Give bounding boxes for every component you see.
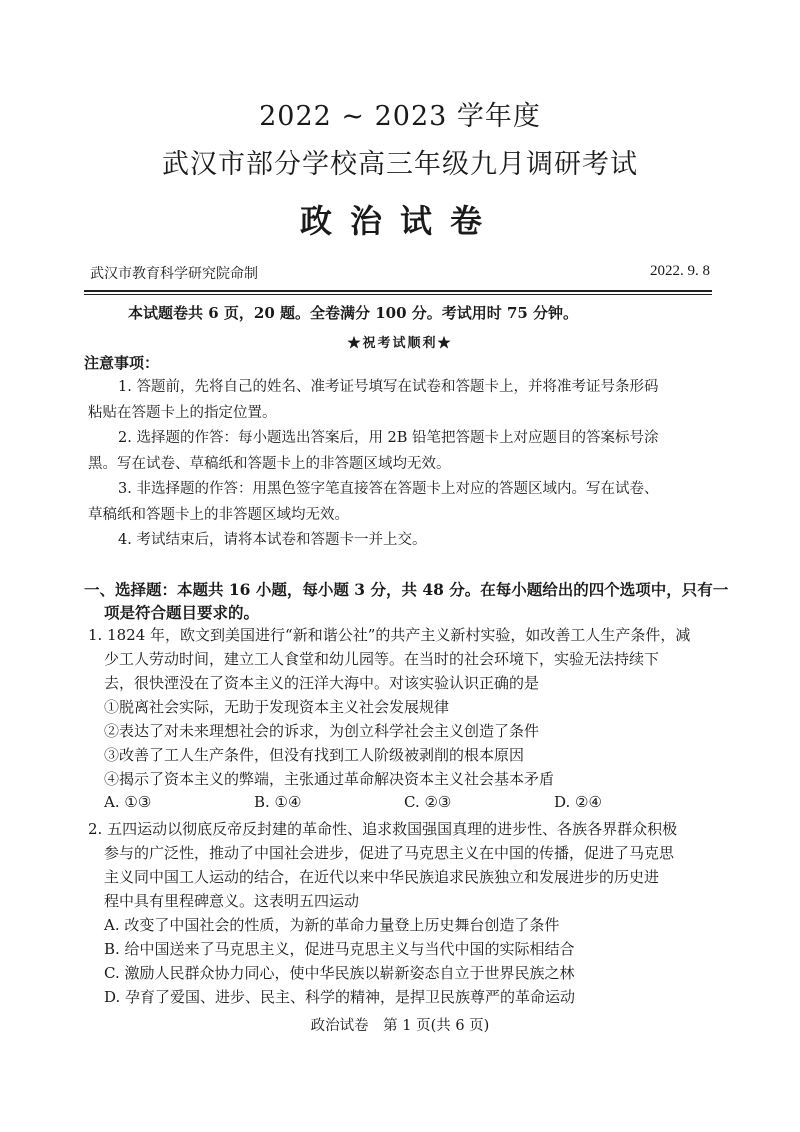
exam-summary: 本试题卷共 6 页，20 题。全卷满分 100 分。考试用时 75 分钟。	[128, 304, 579, 322]
page-footer: 政治试卷 第 1 页(共 6 页)	[310, 1018, 490, 1034]
note-1-line-1: 1. 答题前，先将自己的姓名、准考证号填写在试卷和答题卡上，并将准考证号条形码	[118, 379, 659, 395]
issuer: 武汉市教育科学研究院命制	[90, 266, 258, 282]
q2-stem-line-4: 程中具有里程碑意义。这表明五四运动	[104, 892, 360, 910]
header-divider-thin	[84, 294, 712, 295]
notes-title: 注意事项：	[84, 354, 160, 372]
q2-stem-line-1: 2. 五四运动以彻底反帝反封建的革命性、追求救国强国真理的进步性、各族各界群众积极	[88, 820, 678, 838]
q2-option-d: D. 孕育了爱国、进步、民主、科学的精神，是捍卫民族尊严的革命运动	[104, 988, 576, 1006]
q1-option-a: A. ①③	[104, 793, 152, 811]
note-3-line-2: 草稿纸和答题卡上的非答题区域均无效。	[88, 507, 349, 523]
blessing: ★祝考试顺利★	[347, 336, 453, 351]
note-4: 4. 考试结束后，请将本试卷和答题卡一并上交。	[118, 532, 427, 548]
q1-option-b: B. ①④	[254, 793, 302, 811]
exam-date: 2022. 9. 8	[650, 263, 710, 279]
q1-stem-line-1: 1. 1824 年，欧文到美国进行“新和谐公社”的共产主义新村实验，如改善工人生产条件，减	[88, 626, 691, 644]
q2-option-b: B. 给中国送来了马克思主义，促进马克思主义与当代中国的实际相结合	[104, 940, 575, 958]
q1-option-d: D. ②④	[554, 793, 602, 811]
q1-option-c: C. ②③	[404, 793, 452, 811]
exam-year: 2022 ~ 2023 学年度	[259, 101, 541, 132]
q1-statement-1: ①脱离社会实际，无助于发现资本主义社会发展规律	[104, 698, 450, 716]
q1-options	[104, 793, 664, 817]
note-3-line-1: 3. 非选择题的作答：用黑色签字笔直接答在答题卡上对应的答题区域内。写在试卷、	[118, 481, 659, 497]
note-2-line-2: 黑。写在试卷、草稿纸和答题卡上的非答题区域均无效。	[88, 456, 451, 472]
q1-stem-line-3: 去，很快湮没在了资本主义的汪洋大海中。对该实验认识正确的是	[104, 674, 540, 692]
section-1-heading: 一、选择题：本题共 16 小题，每小题 3 分，共 48 分。在每小题给出的四个选项中，只有一	[84, 580, 729, 599]
note-1-line-2: 粘贴在答题卡上的指定位置。	[88, 405, 277, 421]
subject-title: 政治试卷	[299, 202, 500, 240]
q1-statement-3: ③改善了工人生产条件，但没有找到工人阶级被剥削的根本原因	[104, 746, 525, 764]
q2-option-a: A. 改变了中国社会的性质，为新的革命力量登上历史舞台创造了条件	[104, 916, 560, 934]
q1-stem-line-2: 少工人劳动时间，建立工人食堂和幼儿园等。在当时的社会环境下，实验无法持续下	[104, 650, 660, 668]
q2-stem-line-2: 参与的广泛性，推动了中国社会进步，促进了马克思主义在中国的传播，促进了马克思	[104, 844, 675, 862]
section-1-heading-cont: 项是符合题目要求的。	[104, 603, 260, 622]
q1-statement-2: ②表达了对未来理想社会的诉求，为创立科学社会主义创造了条件	[104, 722, 540, 740]
issuer-row	[90, 263, 710, 285]
q2-option-c: C. 激励人民群众协力同心，使中华民族以崭新姿态自立于世界民族之林	[104, 964, 575, 982]
note-2-line-1: 2. 选择题的作答：每小题选出答案后，用 2B 铅笔把答题卡上对应题目的答案标号涂	[118, 430, 659, 446]
q1-statement-4: ④揭示了资本主义的弊端，主张通过革命解决资本主义社会基本矛盾	[104, 770, 555, 788]
q2-stem-line-3: 主义同中国工人运动的结合，在近代以来中华民族追求民族独立和发展进步的历史进	[104, 868, 660, 886]
exam-title: 武汉市部分学校高三年级九月调研考试	[162, 149, 638, 180]
header-divider	[84, 290, 712, 292]
